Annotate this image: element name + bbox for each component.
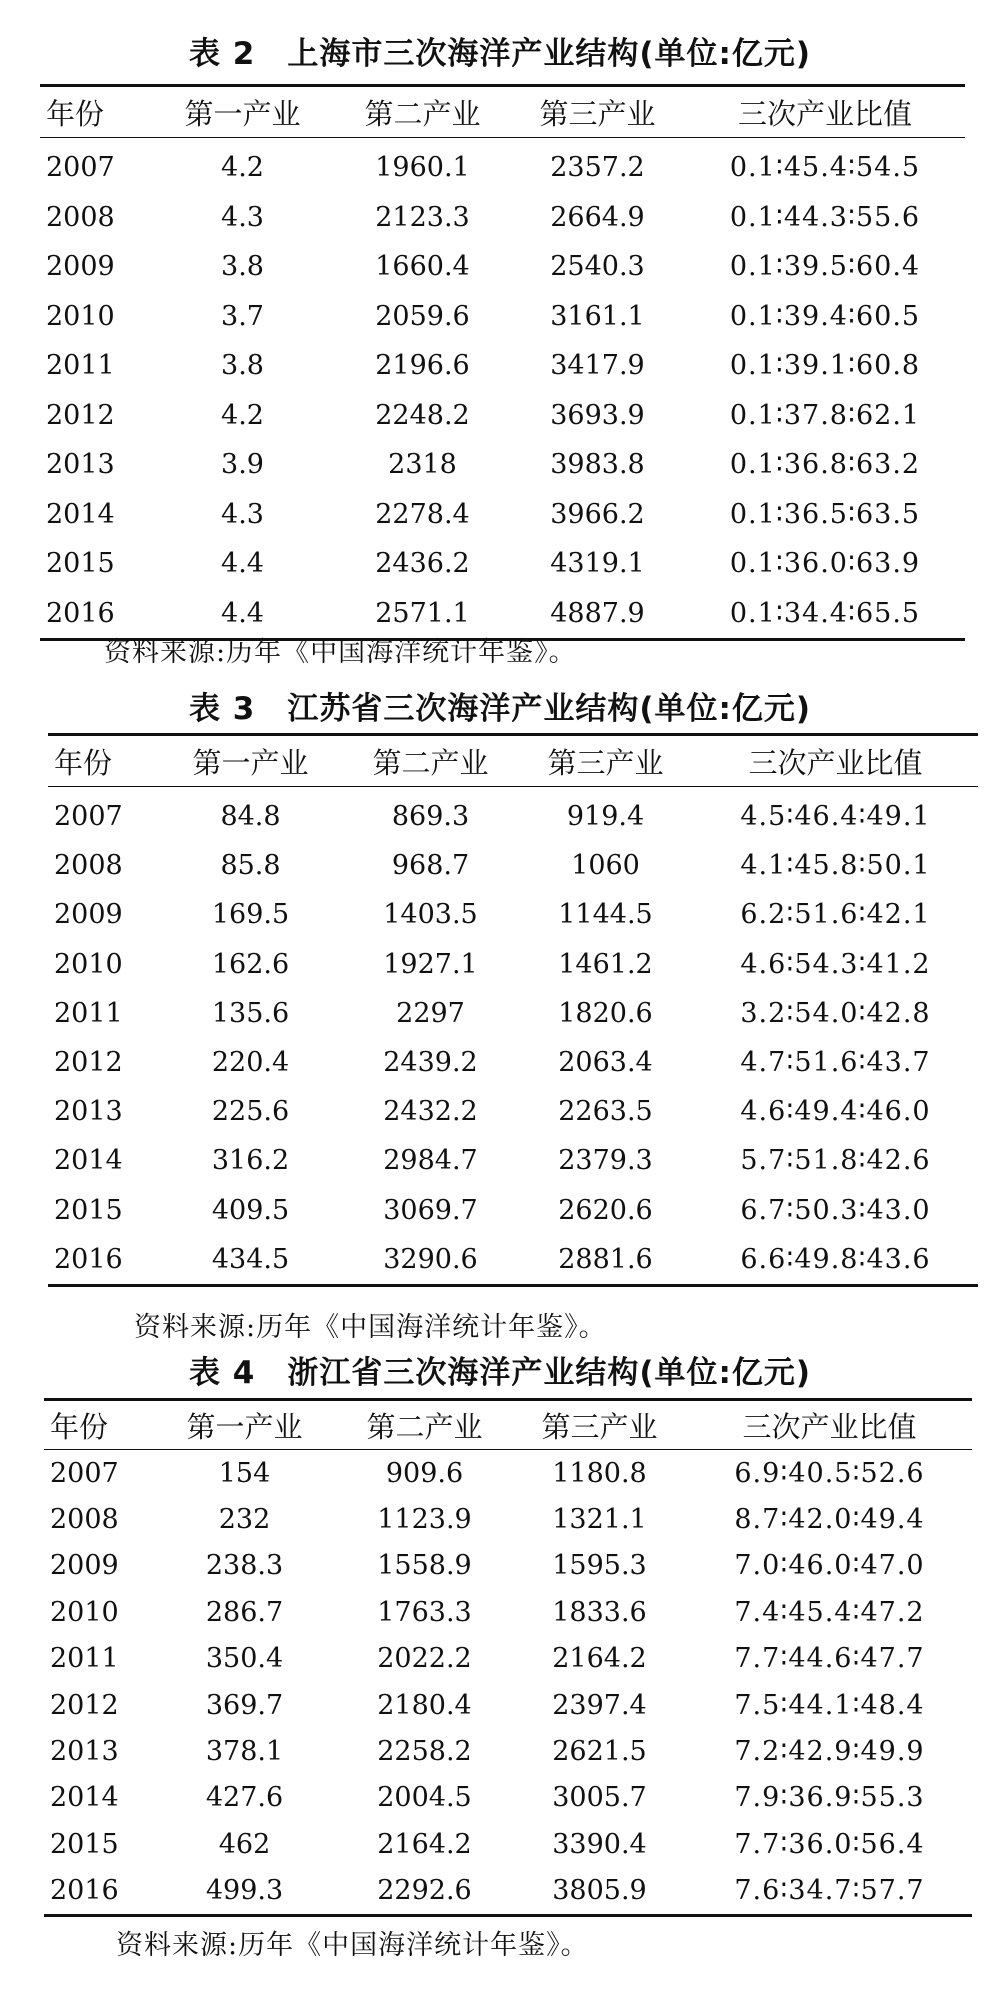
cell-industry-ratio: 7.9∶36.9∶55.3 [734,1782,925,1814]
table-row [40,440,965,490]
cell-year: 2013 [46,449,115,481]
cell-industry-ratio: 6.2∶51.6∶42.1 [740,899,931,931]
cell-secondary-industry: 2984.7 [383,1145,478,1177]
cell-industry-ratio: 7.2∶42.9∶49.9 [734,1736,925,1768]
table-row [48,1038,978,1087]
cell-secondary-industry: 1763.3 [377,1596,472,1628]
cell-industry-ratio: 6.7∶50.3∶43.0 [740,1194,931,1226]
cell-industry-ratio: 4.7∶51.6∶43.7 [740,1047,931,1079]
cell-year: 2010 [54,948,123,980]
cell-secondary-industry: 1960.1 [375,152,470,184]
cell-secondary-industry: 2258.2 [377,1736,472,1768]
cell-year: 2007 [54,801,123,833]
cell-primary-industry: 378.1 [205,1736,284,1768]
cell-industry-ratio: 0.1∶36.0∶63.9 [729,548,921,580]
table-row [48,1087,978,1136]
cell-secondary-industry: 3069.7 [383,1194,478,1226]
cell-year: 2008 [54,850,123,882]
cell-industry-ratio: 4.6∶49.4∶46.0 [740,1096,931,1128]
cell-primary-industry: 4.3 [221,201,264,233]
cell-year: 2016 [46,597,115,629]
cell-year: 2015 [46,548,115,580]
cell-tertiary-industry: 2164.2 [552,1643,647,1675]
table-3-title: 表 3 江苏省三次海洋产业结构(单位:亿元) [188,691,812,727]
cell-tertiary-industry: 1321.1 [552,1504,647,1536]
cell-tertiary-industry: 1833.6 [552,1596,647,1628]
cell-secondary-industry: 2292.6 [377,1875,472,1907]
cell-industry-ratio: 6.9∶40.5∶52.6 [734,1457,925,1489]
cell-year: 2013 [54,1096,123,1128]
cell-year: 2015 [54,1194,123,1226]
table-3 [48,733,978,1287]
cell-tertiary-industry: 3966.2 [550,498,645,530]
table-row [44,1728,972,1774]
cell-year: 2011 [50,1643,119,1675]
cell-secondary-industry: 2436.2 [375,548,470,580]
cell-tertiary-industry: 3693.9 [550,399,645,431]
column-header-year: 年份 [48,735,158,787]
cell-primary-industry: 3.9 [221,449,264,481]
cell-year: 2012 [50,1689,119,1721]
cell-industry-ratio: 8.7∶42.0∶49.4 [734,1504,925,1536]
cell-tertiary-industry: 1461.2 [558,948,653,980]
table-row [48,1186,978,1235]
cell-industry-ratio: 7.7∶36.0∶56.4 [734,1828,925,1860]
cell-year: 2009 [54,899,123,931]
cell-industry-ratio: 4.6∶54.3∶41.2 [740,948,931,980]
column-header-industry-ratio: 三次产业比值 [693,735,978,787]
table-row [40,391,965,441]
cell-primary-industry: 4.4 [221,548,264,580]
table-row [44,1775,972,1821]
cell-secondary-industry: 2278.4 [375,498,470,530]
column-header-tertiary-industry: 第三产业 [518,735,693,787]
table-row [40,193,965,243]
cell-secondary-industry: 2180.4 [377,1689,472,1721]
cell-tertiary-industry: 1820.6 [558,997,653,1029]
cell-tertiary-industry: 2063.4 [558,1047,653,1079]
cell-primary-industry: 220.4 [211,1047,290,1079]
cell-industry-ratio: 4.1∶45.8∶50.1 [740,850,931,882]
cell-year: 2015 [50,1828,119,1860]
table-row [48,787,978,842]
cell-industry-ratio: 7.6∶34.7∶57.7 [734,1875,925,1907]
table-row [40,138,965,193]
cell-primary-industry: 232 [218,1504,271,1536]
cell-tertiary-industry: 1595.3 [552,1550,647,1582]
cell-primary-industry: 162.6 [211,948,290,980]
cell-year: 2013 [50,1736,119,1768]
cell-tertiary-industry: 2664.9 [550,201,645,233]
cell-secondary-industry: 3290.6 [383,1243,478,1275]
cell-secondary-industry: 909.6 [385,1457,464,1489]
column-header-tertiary-industry: 第三产业 [510,86,685,138]
cell-primary-industry: 434.5 [211,1243,290,1275]
cell-industry-ratio: 0.1∶36.8∶63.2 [729,449,921,481]
cell-secondary-industry: 2164.2 [377,1828,472,1860]
cell-tertiary-industry: 2263.5 [558,1096,653,1128]
table-row [44,1868,972,1916]
table-row [48,1136,978,1185]
cell-secondary-industry: 2004.5 [377,1782,472,1814]
cell-primary-industry: 499.3 [205,1875,284,1907]
cell-year: 2009 [50,1550,119,1582]
cell-industry-ratio: 7.5∶44.1∶48.4 [734,1689,925,1721]
cell-primary-industry: 4.3 [221,498,264,530]
cell-primary-industry: 369.7 [205,1689,284,1721]
cell-industry-ratio: 0.1∶37.8∶62.1 [729,399,921,431]
table-row [48,940,978,989]
table-header-row [48,735,978,787]
cell-secondary-industry: 1558.9 [377,1550,472,1582]
cell-tertiary-industry: 2621.5 [552,1736,647,1768]
cell-tertiary-industry: 4887.9 [550,597,645,629]
cell-primary-industry: 427.6 [205,1782,284,1814]
table-3-source-note: 资料来源:历年《中国海洋统计年鉴》。 [134,1312,607,1343]
cell-year: 2012 [54,1047,123,1079]
table-2-source-note: 资料来源:历年《中国海洋统计年鉴》。 [104,637,577,668]
table-row [48,841,978,890]
column-header-primary-industry: 第一产业 [158,735,343,787]
table-row [48,989,978,1038]
cell-primary-industry: 3.8 [221,350,264,382]
cell-secondary-industry: 2318 [388,449,457,481]
cell-year: 2010 [50,1596,119,1628]
cell-primary-industry: 84.8 [220,801,281,833]
table-row [44,1450,972,1497]
cell-industry-ratio: 6.6∶49.8∶43.6 [740,1243,931,1275]
column-header-industry-ratio: 三次产业比值 [687,1400,972,1450]
cell-secondary-industry: 968.7 [391,850,470,882]
cell-primary-industry: 409.5 [211,1194,290,1226]
cell-year: 2014 [50,1782,119,1814]
cell-tertiary-industry: 3390.4 [552,1828,647,1860]
table-row [40,292,965,342]
cell-industry-ratio: 0.1∶36.5∶63.5 [729,498,921,530]
cell-year: 2016 [54,1243,123,1275]
cell-year: 2014 [54,1145,123,1177]
cell-tertiary-industry: 1060 [571,850,640,882]
cell-secondary-industry: 1403.5 [383,899,478,931]
cell-primary-industry: 4.2 [221,152,264,184]
cell-year: 2014 [46,498,115,530]
column-header-secondary-industry: 第二产业 [343,735,518,787]
table-4 [44,1398,972,1917]
column-header-year: 年份 [44,1400,152,1450]
cell-primary-industry: 135.6 [211,997,290,1029]
cell-industry-ratio: 7.4∶45.4∶47.2 [734,1596,925,1628]
cell-secondary-industry: 2123.3 [375,201,470,233]
cell-tertiary-industry: 2379.3 [558,1145,653,1177]
cell-primary-industry: 286.7 [205,1596,284,1628]
cell-primary-industry: 316.2 [211,1145,290,1177]
table-header-row [44,1400,972,1450]
cell-tertiary-industry: 2357.2 [550,152,645,184]
table-row [44,1682,972,1728]
cell-secondary-industry: 2196.6 [375,350,470,382]
cell-year: 2016 [50,1875,119,1907]
cell-tertiary-industry: 1180.8 [552,1457,647,1489]
cell-industry-ratio: 0.1∶39.1∶60.8 [729,350,921,382]
cell-year: 2008 [46,201,115,233]
table-row [40,242,965,292]
cell-primary-industry: 3.7 [221,300,264,332]
cell-primary-industry: 225.6 [211,1096,290,1128]
column-header-primary-industry: 第一产业 [150,86,335,138]
column-header-year: 年份 [40,86,150,138]
table-row [40,539,965,589]
cell-year: 2011 [54,997,123,1029]
cell-primary-industry: 85.8 [220,850,281,882]
cell-year: 2012 [46,399,115,431]
cell-primary-industry: 350.4 [205,1643,284,1675]
column-header-tertiary-industry: 第三产业 [512,1400,687,1450]
cell-tertiary-industry: 3983.8 [550,449,645,481]
cell-primary-industry: 154 [218,1457,271,1489]
column-header-secondary-industry: 第二产业 [335,86,510,138]
cell-tertiary-industry: 3805.9 [552,1875,647,1907]
cell-industry-ratio: 5.7∶51.8∶42.6 [740,1145,931,1177]
cell-tertiary-industry: 2620.6 [558,1194,653,1226]
cell-tertiary-industry: 919.4 [566,801,645,833]
cell-secondary-industry: 2432.2 [383,1096,478,1128]
cell-year: 2007 [50,1457,119,1489]
table-row [40,341,965,391]
column-header-primary-industry: 第一产业 [152,1400,337,1450]
cell-primary-industry: 238.3 [205,1550,284,1582]
cell-tertiary-industry: 2881.6 [558,1243,653,1275]
table-2 [40,84,965,641]
table-4-source-note: 资料来源:历年《中国海洋统计年鉴》。 [116,1930,589,1961]
cell-primary-industry: 3.8 [221,251,264,283]
cell-tertiary-industry: 3161.1 [550,300,645,332]
table-row [44,1636,972,1682]
cell-tertiary-industry: 4319.1 [550,548,645,580]
cell-secondary-industry: 1927.1 [383,948,478,980]
cell-secondary-industry: 2439.2 [383,1047,478,1079]
cell-industry-ratio: 7.0∶46.0∶47.0 [734,1550,925,1582]
cell-year: 2008 [50,1504,119,1536]
cell-industry-ratio: 3.2∶54.0∶42.8 [740,997,931,1029]
cell-tertiary-industry: 2540.3 [550,251,645,283]
table-row [44,1821,972,1867]
cell-industry-ratio: 0.1∶44.3∶55.6 [729,201,921,233]
cell-secondary-industry: 2248.2 [375,399,470,431]
table-row [44,1589,972,1635]
cell-tertiary-industry: 2397.4 [552,1689,647,1721]
column-header-industry-ratio: 三次产业比值 [685,86,965,138]
column-header-secondary-industry: 第二产业 [337,1400,512,1450]
cell-secondary-industry: 1123.9 [377,1504,472,1536]
cell-secondary-industry: 869.3 [391,801,470,833]
cell-year: 2007 [46,152,115,184]
cell-industry-ratio: 0.1∶39.4∶60.5 [729,300,921,332]
cell-industry-ratio: 0.1∶45.4∶54.5 [729,152,921,184]
cell-secondary-industry: 2022.2 [377,1643,472,1675]
table-row [48,890,978,939]
table-row [44,1543,972,1589]
cell-industry-ratio: 0.1∶34.4∶65.5 [729,597,921,629]
cell-primary-industry: 462 [218,1828,271,1860]
cell-secondary-industry: 2059.6 [375,300,470,332]
cell-primary-industry: 4.2 [221,399,264,431]
cell-primary-industry: 169.5 [211,899,290,931]
cell-year: 2011 [46,350,115,382]
cell-year: 2010 [46,300,115,332]
cell-primary-industry: 4.4 [221,597,264,629]
cell-secondary-industry: 2297 [396,997,465,1029]
cell-industry-ratio: 7.7∶44.6∶47.7 [734,1643,925,1675]
cell-secondary-industry: 1660.4 [375,251,470,283]
table-header-row [40,86,965,138]
cell-tertiary-industry: 1144.5 [558,899,653,931]
table-2-title: 表 2 上海市三次海洋产业结构(单位:亿元) [188,36,812,72]
cell-industry-ratio: 4.5∶46.4∶49.1 [740,801,931,833]
cell-tertiary-industry: 3417.9 [550,350,645,382]
table-row [48,1235,978,1286]
table-row [44,1496,972,1542]
cell-tertiary-industry: 3005.7 [552,1782,647,1814]
cell-industry-ratio: 0.1∶39.5∶60.4 [729,251,921,283]
table-4-title: 表 4 浙江省三次海洋产业结构(单位:亿元) [188,1355,812,1391]
cell-secondary-industry: 2571.1 [375,597,470,629]
cell-year: 2009 [46,251,115,283]
table-row [40,490,965,540]
